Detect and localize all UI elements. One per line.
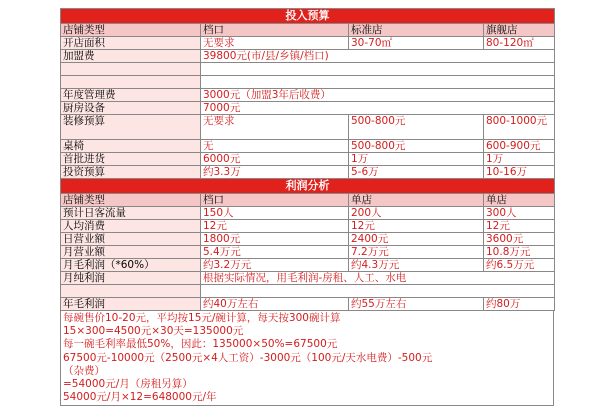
merged-cell: 根据实际情况，用毛利润-房租、人工、水电 bbox=[201, 272, 555, 285]
table-cell: 7.2万元 bbox=[349, 246, 484, 259]
section1-header-row bbox=[61, 24, 555, 37]
column-header: 店铺类型 bbox=[61, 24, 201, 37]
row-label: 预计日客流量 bbox=[61, 207, 201, 220]
column-header: 旗舰店 bbox=[484, 24, 555, 37]
merged-cell: 39800元(市/县/乡镇/档口) bbox=[201, 50, 555, 63]
table-cell: 10-16万 bbox=[484, 166, 555, 179]
table-cell: 约3.2万元 bbox=[201, 259, 349, 272]
merged-cell: 3000元（加盟3年后收费） bbox=[201, 89, 555, 102]
table-cell: 无 bbox=[201, 140, 349, 153]
note-line: （杂费） bbox=[63, 364, 105, 377]
section-title: 利润分析 bbox=[61, 179, 555, 194]
table-cell: 约55万左右 bbox=[349, 298, 484, 311]
table-row bbox=[61, 207, 555, 220]
merged-cell bbox=[201, 76, 555, 89]
table-row bbox=[61, 220, 555, 233]
table-row bbox=[61, 140, 555, 153]
table-cell: 5.4万元 bbox=[201, 246, 349, 259]
row-label: 投资预算 bbox=[61, 166, 201, 179]
table-cell: 约3.3万 bbox=[201, 166, 349, 179]
table-row bbox=[61, 285, 555, 298]
table-row bbox=[61, 153, 555, 166]
note-line: 54000元/月×12=648000元/年 bbox=[63, 391, 217, 404]
row-label: 桌椅 bbox=[61, 140, 201, 153]
row-label: 年毛利润 bbox=[61, 298, 201, 311]
merged-cell: 7000元 bbox=[201, 102, 555, 115]
table-cell: 12元 bbox=[349, 220, 484, 233]
row-label: 年度管理费 bbox=[61, 89, 201, 102]
table-row bbox=[61, 246, 555, 259]
table-row bbox=[61, 298, 555, 311]
merged-cell bbox=[201, 63, 555, 76]
table-cell: 150人 bbox=[201, 207, 349, 220]
table-row bbox=[61, 259, 555, 272]
table-cell: 300人 bbox=[484, 207, 555, 220]
table-cell: 5-6万 bbox=[349, 166, 484, 179]
table-cell: 约6.5万元 bbox=[484, 259, 555, 272]
column-header: 店铺类型 bbox=[61, 194, 201, 207]
column-header: 单店 bbox=[484, 194, 555, 207]
table-cell: 500-800元 bbox=[349, 115, 484, 140]
table-cell: 约40万左右 bbox=[201, 298, 349, 311]
table-cell: 无要求 bbox=[201, 37, 349, 50]
table-cell: 12元 bbox=[484, 220, 555, 233]
row-label bbox=[61, 76, 201, 89]
row-label: 人均消费 bbox=[61, 220, 201, 233]
table-row bbox=[61, 37, 555, 50]
merged-cell bbox=[201, 285, 555, 298]
row-label: 月营业额 bbox=[61, 246, 201, 259]
table-cell: 6000元 bbox=[201, 153, 349, 166]
table-row bbox=[61, 115, 555, 140]
row-label: 开店面积 bbox=[61, 37, 201, 50]
table-row bbox=[61, 166, 555, 179]
budget-table bbox=[60, 8, 555, 311]
table-row bbox=[61, 102, 555, 115]
table-cell: 12元 bbox=[201, 220, 349, 233]
table-cell: 80-120㎡ bbox=[484, 37, 555, 50]
table-row bbox=[61, 89, 555, 102]
note-line: 15×300=4500元×30天=135000元 bbox=[63, 325, 244, 338]
row-label bbox=[61, 63, 201, 76]
column-header: 档口 bbox=[201, 194, 349, 207]
section2-title-row bbox=[61, 179, 555, 194]
row-label: 装修预算 bbox=[61, 115, 201, 140]
section1-title-row bbox=[61, 9, 555, 24]
column-header: 标准店 bbox=[349, 24, 484, 37]
row-label: 首批进货 bbox=[61, 153, 201, 166]
table-cell: 1万 bbox=[349, 153, 484, 166]
row-label: 月纯利润 bbox=[61, 272, 201, 285]
note-line: 每碗售价10-20元，平均按15元/碗计算，每天按300碗计算 bbox=[63, 312, 341, 324]
table-cell: 30-70㎡ bbox=[349, 37, 484, 50]
row-label: 加盟费 bbox=[61, 50, 201, 63]
note-line: 67500元-10000元（2500元×4人工资）-3000元（100元/天水电费）-500元 bbox=[63, 351, 433, 364]
table-cell: 10.8万元 bbox=[484, 246, 555, 259]
table-cell: 约4.3万元 bbox=[349, 259, 484, 272]
row-label bbox=[61, 285, 201, 298]
table-row bbox=[61, 50, 555, 63]
table-cell: 约80万 bbox=[484, 298, 555, 311]
table-cell: 200人 bbox=[349, 207, 484, 220]
column-header: 档口 bbox=[201, 24, 349, 37]
table-cell: 2400元 bbox=[349, 233, 484, 246]
table-row bbox=[61, 76, 555, 89]
table-cell: 800-1000元 bbox=[484, 115, 555, 140]
table-row bbox=[61, 272, 555, 285]
table-cell: 无要求 bbox=[201, 115, 349, 140]
table-cell: 500-800元 bbox=[349, 140, 484, 153]
note-line: 每一碗毛利率最低50%，因此：135000×50%=67500元 bbox=[63, 338, 338, 351]
table-cell: 1万 bbox=[484, 153, 555, 166]
section2-header-row bbox=[61, 194, 555, 207]
table-cell: 3600元 bbox=[484, 233, 555, 246]
column-header: 单店 bbox=[349, 194, 484, 207]
row-label: 月毛利润（*60%） bbox=[61, 259, 201, 272]
note-line: =54000元/月（房租另算） bbox=[63, 378, 193, 391]
section-title: 投入预算 bbox=[61, 9, 555, 24]
table-row bbox=[61, 233, 555, 246]
investment-document bbox=[60, 8, 554, 406]
table-cell: 600-900元 bbox=[484, 140, 555, 153]
calculation-notes bbox=[60, 311, 554, 406]
row-label: 厨房设备 bbox=[61, 102, 201, 115]
table-row bbox=[61, 63, 555, 76]
table-cell: 1800元 bbox=[201, 233, 349, 246]
row-label: 日营业额 bbox=[61, 233, 201, 246]
